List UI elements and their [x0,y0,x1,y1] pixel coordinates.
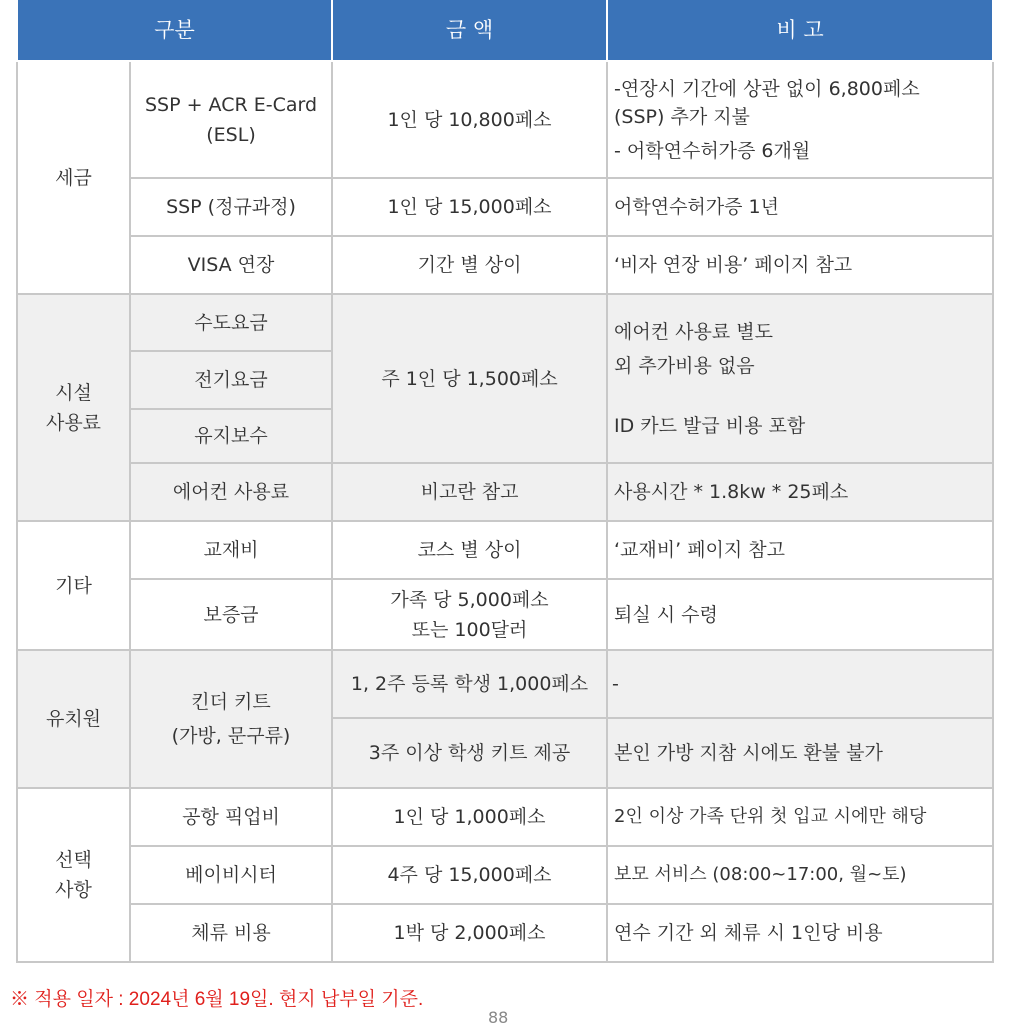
item-cell: 보증금 [130,579,332,650]
remarks-line: - 어학연수허가증 6개월 [614,139,811,162]
table-row [17,236,993,294]
amount-cell: 1인 당 10,800페소 [332,61,607,178]
amount-cell: 1, 2주 등록 학생 1,000페소 [332,650,607,718]
table-row [17,294,993,351]
amount-cell: 1인 당 1,000페소 [332,788,607,846]
group-label-line: 사용료 [45,411,102,434]
group-label-tax: 세금 [17,61,130,294]
table-row [17,846,993,904]
amount-cell: 3주 이상 학생 키트 제공 [332,718,607,788]
item-cell: 체류 비용 [130,904,332,962]
amount-cell: 1박 당 2,000페소 [332,904,607,962]
table-row [17,650,993,718]
remarks-cell: 사용시간 * 1.8kw * 25페소 [607,463,993,521]
item-line: 킨더 키트 [191,691,271,713]
remarks-cell: - [607,650,993,718]
item-cell: SSP (정규과정) [130,178,332,236]
remarks-line: -연장시 기간에 상관 없이 6,800페소 [614,77,920,100]
remarks-line [614,383,986,409]
remarks-cell: 본인 가방 지참 시에도 환불 불가 [607,718,993,788]
group-label-etc: 기타 [17,521,130,650]
item-cell: 베이비시터 [130,846,332,904]
item-cell: 공항 픽업비 [130,788,332,846]
amount-cell: 코스 별 상이 [332,521,607,579]
amount-cell: 비고란 참고 [332,463,607,521]
table-row [17,904,993,962]
remarks-cell: 퇴실 시 수령 [607,579,993,650]
group-label-optional [17,788,130,962]
remarks-line: ID 카드 발급 비용 포함 [614,414,806,437]
group-label-facility [17,294,130,521]
group-label-line: 시설 [55,381,92,404]
table-row [17,61,993,178]
remarks-cell: ‘비자 연장 비용’ 페이지 참고 [607,236,993,294]
remarks-line: 외 추가비용 없음 [614,354,755,377]
amount-line: 또는 100달러 [411,618,528,641]
table-row [17,579,993,650]
remarks-cell [607,61,993,178]
item-cell: 교재비 [130,521,332,579]
item-line: (가방, 문구류) [171,725,291,747]
amount-cell: 1인 당 15,000페소 [332,178,607,236]
group-label-line: 선택 [55,849,92,871]
remarks-line: 에어컨 사용료 별도 [614,320,773,343]
table-row [17,178,993,236]
header-amount: 금 액 [332,0,607,61]
item-cell: VISA 연장 [130,236,332,294]
item-cell: 전기요금 [130,351,332,409]
group-label-kinder: 유치원 [17,650,130,788]
footnote-application-date: ※ 적용 일자 : 2024년 6월 19일. 현지 납부일 기준. [10,989,424,1010]
remarks-cell [607,294,993,463]
amount-cell [332,579,607,650]
item-cell: 에어컨 사용료 [130,463,332,521]
remarks-cell: 어학연수허가증 1년 [607,178,993,236]
item-cell: 수도요금 [130,294,332,351]
table-header-row [17,0,993,61]
header-category: 구분 [17,0,332,61]
page-number: 88 [488,1008,509,1027]
remarks-line: (SSP) 추가 지불 [614,105,750,128]
header-remarks: 비 고 [607,0,993,61]
item-cell [130,650,332,788]
amount-cell: 기간 별 상이 [332,236,607,294]
item-cell: 유지보수 [130,409,332,463]
item-cell: SSP + ACR E-Card (ESL) [130,61,332,178]
amount-cell: 주 1인 당 1,500페소 [332,294,607,463]
remarks-cell: ‘교재비’ 페이지 참고 [607,521,993,579]
table-row [17,463,993,521]
group-label-line: 사항 [55,879,92,901]
fee-table [16,0,994,963]
table-row [17,788,993,846]
amount-cell: 4주 당 15,000페소 [332,846,607,904]
remarks-cell: 2인 이상 가족 단위 첫 입교 시에만 해당 [607,788,993,846]
table-row [17,521,993,579]
remarks-cell: 연수 기간 외 체류 시 1인당 비용 [607,904,993,962]
remarks-cell: 보모 서비스 (08:00~17:00, 월~토) [607,846,993,904]
amount-line: 가족 당 5,000페소 [390,588,549,611]
